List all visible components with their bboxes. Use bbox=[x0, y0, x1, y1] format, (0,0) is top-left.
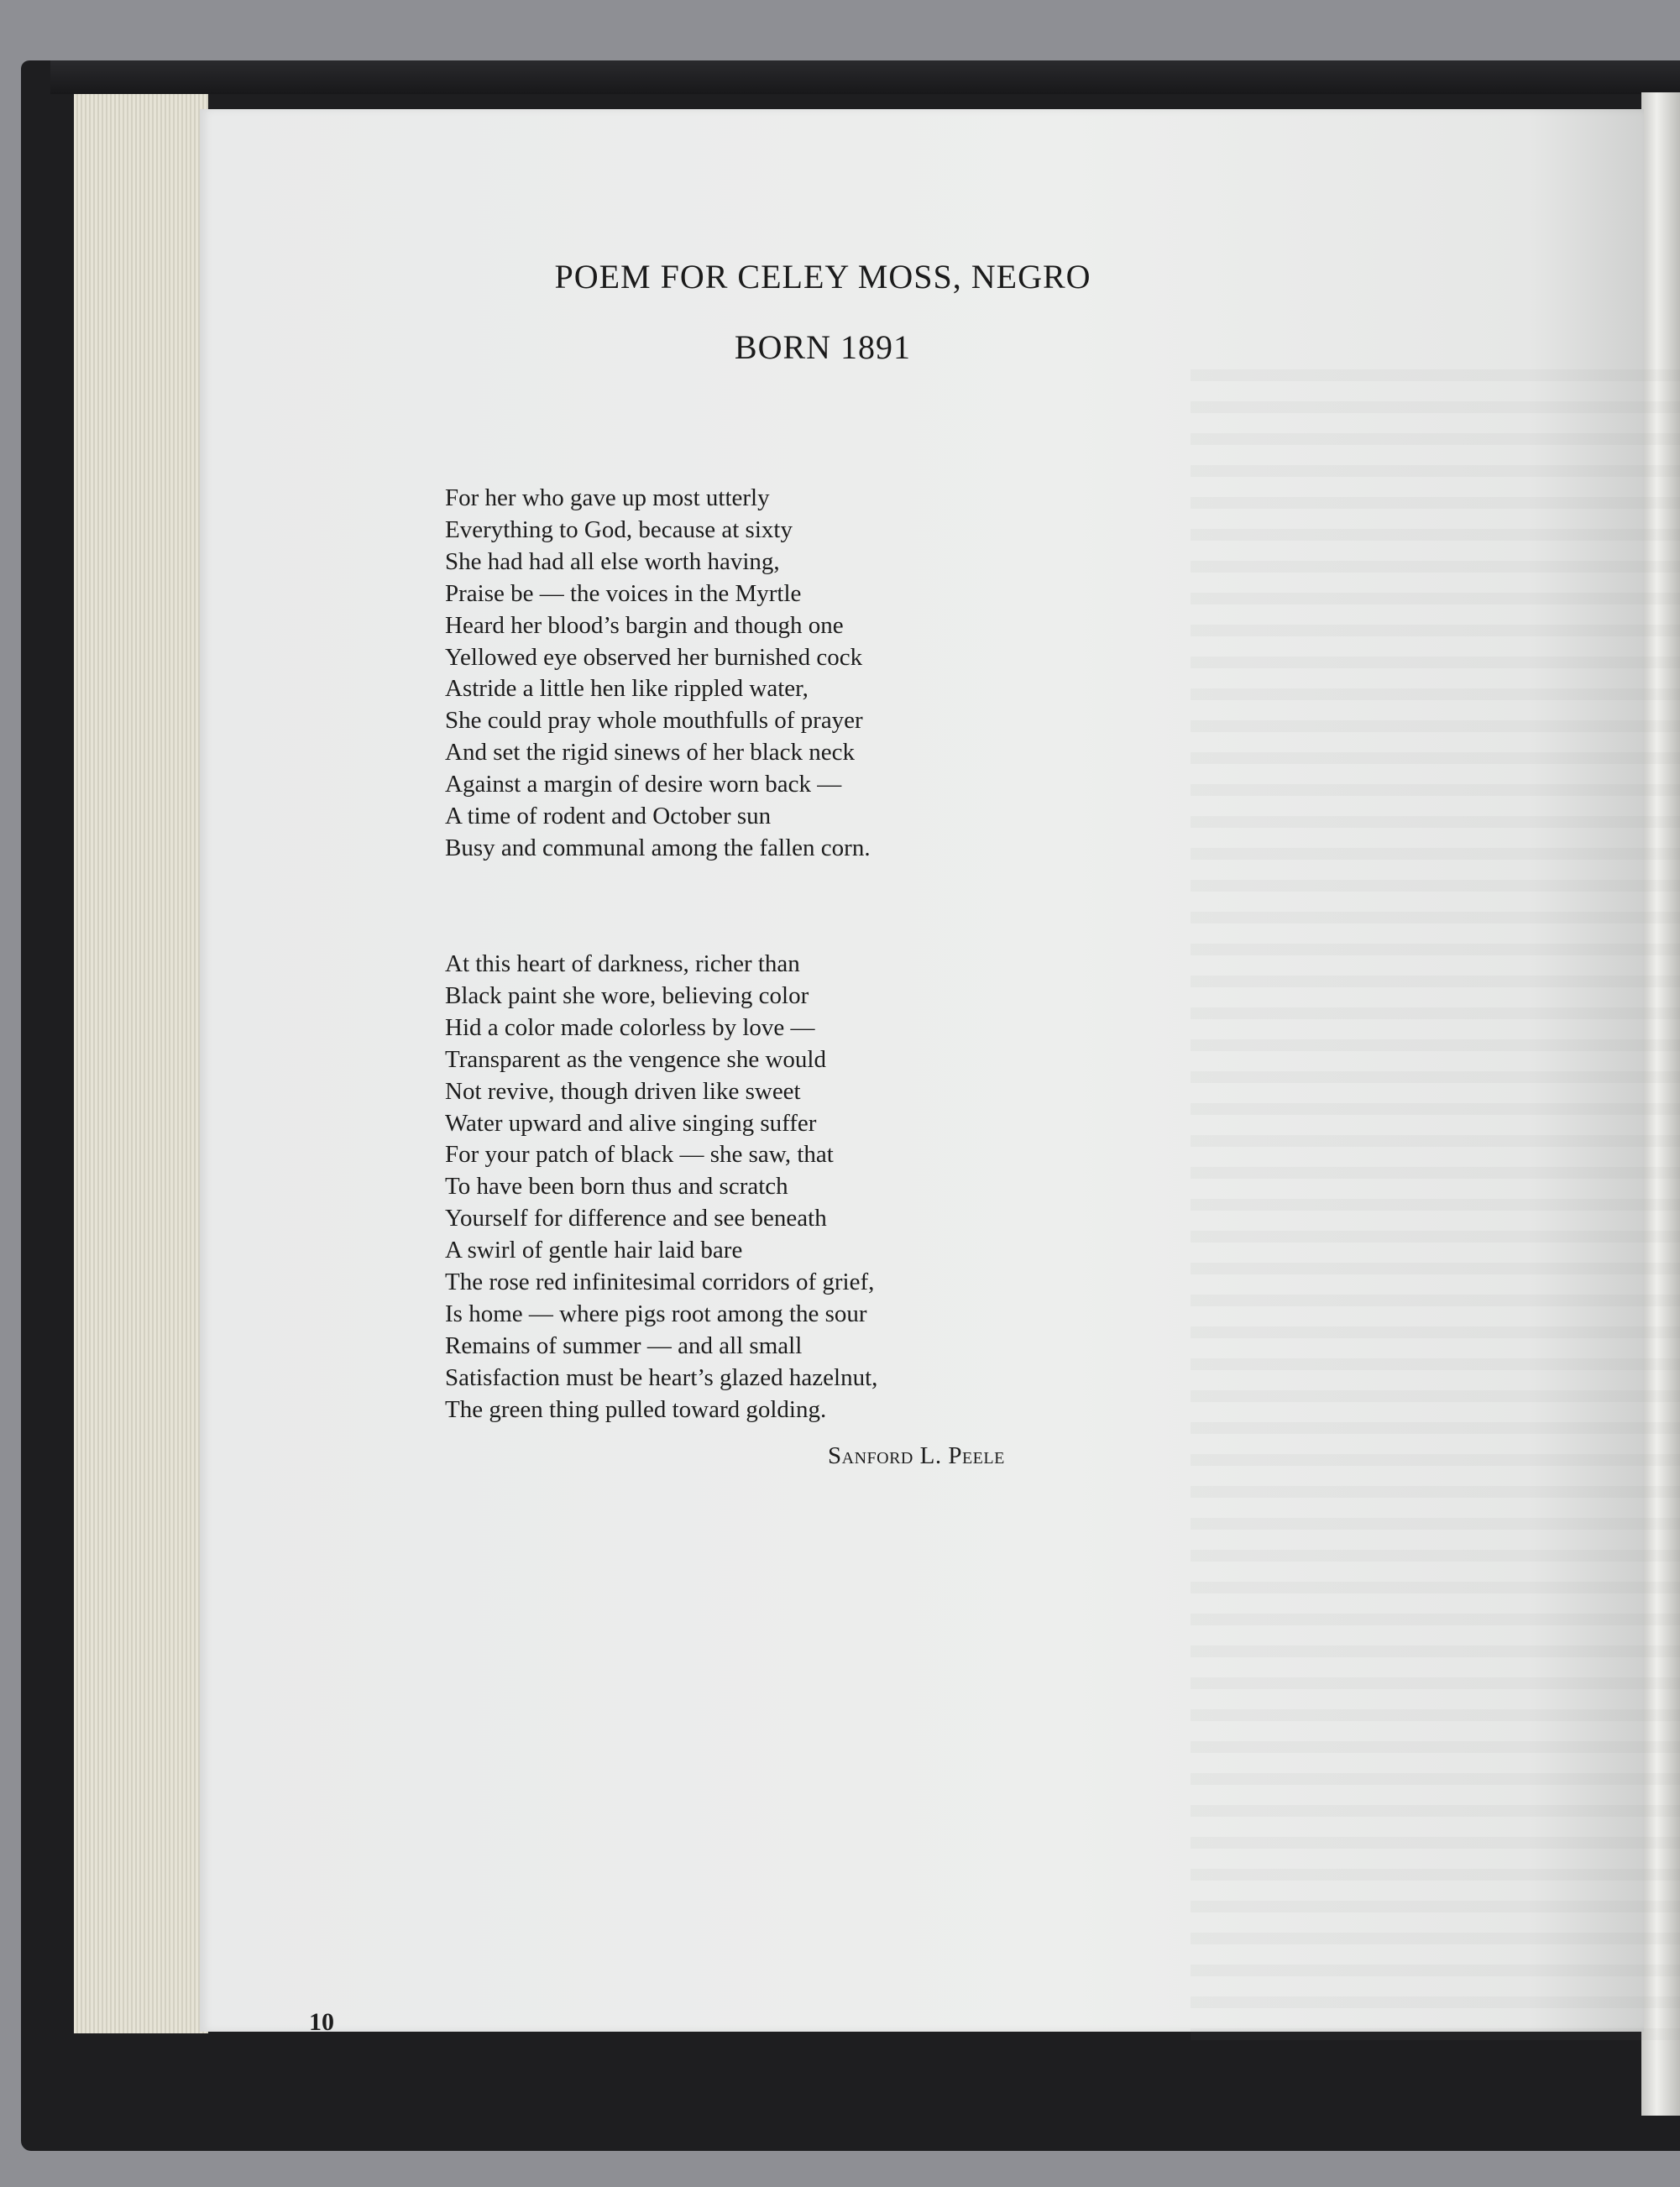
poem-line: For her who gave up most utterly bbox=[445, 484, 770, 511]
poem-line: A swirl of gentle hair laid bare bbox=[445, 1237, 743, 1264]
poem-line: Water upward and alive singing suffer bbox=[445, 1109, 817, 1137]
poem-line: She could pray whole mouthfulls of prayer bbox=[445, 707, 863, 735]
page-number: 10 bbox=[309, 2008, 334, 2036]
poem-line: Against a margin of desire worn back — bbox=[445, 771, 842, 798]
poem-subtitle: BORN 1891 bbox=[734, 328, 912, 366]
poem-line: At this heart of darkness, richer than bbox=[445, 950, 800, 977]
poem-line: A time of rodent and October sun bbox=[445, 803, 772, 830]
book-spine-edge bbox=[50, 60, 1680, 94]
poem-line: Yourself for difference and see beneath bbox=[445, 1205, 827, 1232]
poem-line: Everything to God, because at sixty bbox=[445, 515, 793, 543]
poem-line: For your patch of black — she saw, that bbox=[445, 1141, 834, 1169]
poem-line: Astride a little hen like rippled water, bbox=[445, 675, 809, 703]
poem-line: Not revive, though driven like sweet bbox=[445, 1077, 801, 1105]
poem-line: Busy and communal among the fallen corn. bbox=[445, 834, 871, 861]
poem-line: Satisfaction must be heart’s glazed hazelnut, bbox=[445, 1363, 878, 1391]
poem-line: Transparent as the vengence she would bbox=[445, 1045, 826, 1073]
poem-line: Black paint she wore, believing color bbox=[445, 981, 809, 1009]
stanza-1 bbox=[445, 483, 871, 865]
poem-line: The rose red infinitesimal corridors of grief, bbox=[445, 1269, 875, 1296]
author-byline: Sanford L. Peele bbox=[828, 1442, 1005, 1469]
poem-title: POEM FOR CELEY MOSS, NEGRO bbox=[554, 258, 1091, 296]
poem-line: The green thing pulled toward golding. bbox=[445, 1395, 827, 1423]
bleed-through-text bbox=[1191, 369, 1680, 2048]
poem-line: Remains of summer — and all small bbox=[445, 1332, 803, 1359]
poem-line: She had had all else worth having, bbox=[445, 547, 780, 575]
poem-line: Is home — where pigs root among the sour bbox=[445, 1300, 867, 1327]
book-page bbox=[200, 109, 1644, 2036]
stanza-2 bbox=[445, 949, 877, 1426]
poem-line: To have been born thus and scratch bbox=[445, 1173, 788, 1201]
poem-line: And set the rigid sinews of her black neck bbox=[445, 739, 856, 766]
page-stack-edges bbox=[74, 94, 208, 2033]
poem-line: Heard her blood’s bargin and though one bbox=[445, 611, 844, 639]
poem-line: Hid a color made colorless by love — bbox=[445, 1013, 815, 1041]
poem-line: Yellowed eye observed her burnished cock bbox=[445, 643, 863, 671]
poem-line: Praise be — the voices in the Myrtle bbox=[445, 579, 802, 607]
